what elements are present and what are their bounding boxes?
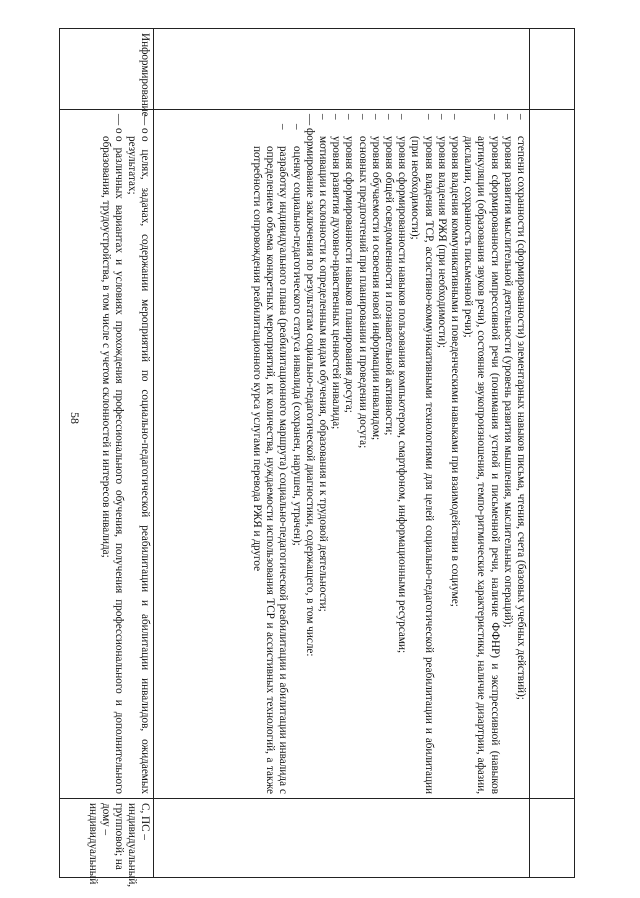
cell-top-middle (530, 110, 575, 799)
list-item: – уровня общей осведомленности и познавательной активности; (382, 114, 395, 436)
list-item: – уровня владения РЖЯ (при необходимости); (435, 114, 448, 349)
table-row-top (530, 29, 575, 878)
table-row-diagnostics (154, 29, 530, 878)
list-item: – уровня обучаемости и освоения новой информации инвалидом; (369, 114, 382, 441)
cell-top-right (530, 799, 575, 878)
list-item: – уровня сформированности навыков пользования компьютером, смартфоном, информационными ресурсами; (396, 114, 409, 654)
list-item: – уровня владения коммуникативными и поведенческими навыками при взаимодействии в социуме; (448, 114, 461, 607)
rotated-page (59, 28, 575, 888)
list-item: – уровня развития мыслительной деятельности (уровень развития мышления, мыслительных операций); (501, 114, 514, 628)
list-item: – уровня развития духовно-нравственных ценностей инвалида; (330, 114, 343, 430)
rehabilitation-table (59, 28, 575, 888)
cell-diagnostics-right (154, 799, 530, 878)
cell-diagnostics-content (154, 110, 530, 799)
list-item: – уровня сформированности навыков планирования досуга; (343, 114, 356, 413)
list-item: — о о целях, задачах, содержании мероприятий по социально-педагогической реабилитации и абилитации инвалидов, ожидаемых результатах; (126, 114, 152, 794)
page-number: 58 (68, 412, 82, 424)
table-row-informing (60, 29, 154, 878)
list-item: — о о различных вариантах и условиях прохождения профессионального обучения, получения профессионального и дополнительного образования, трудоустройства, в том числе с учетом склонностей и интересов инвалида; (99, 114, 126, 794)
list-item: – мотивации и склонности к определенным видам обучения, образования и к трудовой деятельности; (316, 114, 329, 612)
list-item: – основных предпочтений при планировании и проведении досуга; (356, 114, 369, 449)
cell-informing-forms: С, ПС – индивидуальный, групповой; на дому – индивидуальный (60, 799, 154, 878)
cell-diagnostics-left (154, 29, 530, 110)
cell-informing-content (60, 110, 154, 799)
formation-paragraph: — формирование заключения по результатам социально-педагогической диагностики, содержащего, в том числе: (303, 114, 316, 657)
sub-list-item: – оценку социально-педагогического статуса инвалида (сохранен, нарушен, утрачен); (290, 124, 303, 546)
cell-informing-label: Информирование (60, 29, 154, 110)
list-item: – степени сохранности (сформированности) элементарных навыков письма, чтения, счета (базовых учебных действий); (515, 114, 527, 700)
sub-list-item: – разработку индивидуального плана (реабилитационного маршрута) социально-педагогической реабилитации и абилитации инвалида с определением объема конкретных мероприятий, их количества, нуждаемости использования ТСР и ассистивных технологий, а также потребности сопровождения реабилитационного курса услугами перевода РЖЯ и другое (250, 124, 290, 794)
list-item: – уровня владения ТСР, ассистивно-коммуникативными технологиями для целей социально-педагогической реабилитации и абилитации (при необходимости); (409, 114, 435, 794)
list-item: – уровня сформированности импрессивной речи (понимания устной и письменной речи, наличие ФФНР) и экспрессивной (навыков артикуляции (образования звуков речи), состояние звукопроизношения, темпо-ритмические характеристики, наличие дизартрии, афазии, дислалии, сохранность письменной речи); (462, 114, 501, 794)
cell-top-left (530, 29, 575, 110)
